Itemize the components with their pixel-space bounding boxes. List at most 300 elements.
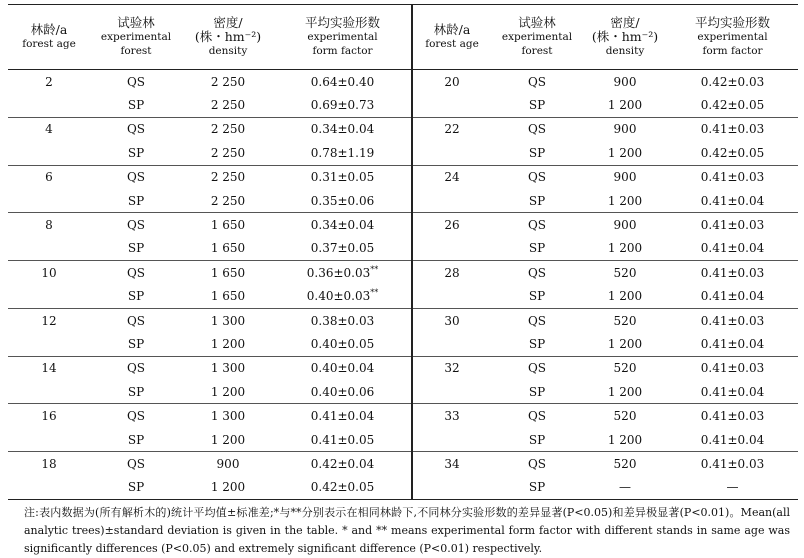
density-cell	[583, 70, 667, 94]
density-cell-text: 1 200	[607, 241, 643, 256]
table-row	[413, 285, 798, 309]
age-cell-text: 30	[444, 313, 460, 328]
density-cell	[583, 380, 667, 404]
form-factor-cell	[274, 117, 411, 141]
form-factor-cell-text: 0.42±0.05	[700, 145, 765, 160]
significance-mark: **	[370, 264, 379, 274]
form-factor-cell-text: 0.34±0.04	[310, 218, 375, 233]
form-factor-cell	[274, 285, 411, 309]
form-factor-cell	[667, 308, 798, 332]
age-cell	[8, 261, 90, 285]
age-cell	[413, 356, 491, 380]
density-cell	[182, 70, 274, 94]
age-cell	[8, 213, 90, 237]
table-row	[413, 428, 798, 452]
age-cell	[413, 332, 491, 356]
forest-cell	[90, 332, 182, 356]
forest-cell	[90, 189, 182, 213]
density-cell	[182, 356, 274, 380]
form-factor-cell-text: 0.42±0.05	[700, 98, 765, 113]
form-factor-cell	[667, 165, 798, 189]
forest-cell	[90, 356, 182, 380]
form-factor-cell	[667, 93, 798, 117]
age-cell	[8, 70, 90, 94]
forest-cell	[491, 261, 583, 285]
age-cell-text: 10	[41, 265, 57, 280]
age-cell	[8, 141, 90, 165]
age-cell	[413, 117, 491, 141]
density-cell	[182, 404, 274, 428]
table-figure	[8, 4, 798, 558]
form-factor-cell	[274, 380, 411, 404]
forest-cell-text: SP	[528, 432, 546, 447]
age-cell-text: 33	[444, 409, 460, 424]
form-factor-cell-text: 0.41±0.03	[700, 361, 765, 376]
form-factor-header: 平均实验形数 experimental form factor	[274, 5, 411, 70]
table-row	[413, 380, 798, 404]
form-factor-cell-text: 0.40±0.03	[306, 289, 371, 304]
table-row	[8, 380, 411, 404]
age-cell-text: 6	[45, 170, 53, 185]
forest-cell	[90, 308, 182, 332]
left-header-row	[8, 5, 411, 70]
table-row	[8, 356, 411, 380]
density-cell	[182, 237, 274, 261]
forest-cell	[491, 380, 583, 404]
age-cell	[413, 404, 491, 428]
form-factor-cell	[274, 189, 411, 213]
form-factor-cell-text: 0.41±0.03	[700, 313, 765, 328]
age-cell	[413, 285, 491, 309]
table-row	[413, 308, 798, 332]
density-cell-text: 900	[613, 74, 637, 89]
table-row	[8, 117, 411, 141]
table-note: 注:表内数据为(所有解析木的)统计平均值±标准差;*与**分别表示在相同林龄下,不同林分实验形数的差异显著(P<0.05)和差异极显著(P<0.01)。Mean(all analytic trees)±standard deviation is given in the table. * and ** means experimental form factor with different stands in same age was significantly differences (P<0.05) and extremely significant difference (P<0.01) respectively.	[24, 506, 790, 556]
forest-cell	[90, 237, 182, 261]
age-cell	[8, 380, 90, 404]
density-cell-text: 520	[613, 361, 637, 376]
form-factor-cell-text: 0.69±0.73	[310, 98, 375, 113]
density-cell	[583, 165, 667, 189]
density-cell	[182, 117, 274, 141]
table-row	[413, 356, 798, 380]
form-factor-cell	[274, 356, 411, 380]
age-cell-text: 14	[41, 361, 57, 376]
form-factor-cell-text: 0.41±0.04	[700, 241, 765, 256]
density-cell	[182, 308, 274, 332]
forest-cell	[90, 285, 182, 309]
age-cell	[8, 404, 90, 428]
form-factor-cell	[667, 141, 798, 165]
form-factor-cell	[274, 476, 411, 499]
form-factor-cell	[274, 93, 411, 117]
density-cell-text: 900	[613, 218, 637, 233]
density-cell-text: 1 200	[607, 289, 643, 304]
forest-cell-text: SP	[528, 193, 546, 208]
density-cell-text: 1 200	[607, 384, 643, 399]
form-factor-cell-text: 0.42±0.05	[310, 480, 375, 495]
forest-cell-text: QS	[126, 122, 146, 137]
form-factor-cell-text: 0.31±0.05	[310, 170, 375, 185]
forest-cell-text: SP	[127, 145, 145, 160]
form-factor-cell-text: 0.40±0.04	[310, 361, 375, 376]
age-cell	[8, 308, 90, 332]
left-table	[8, 5, 411, 499]
form-factor-cell	[274, 237, 411, 261]
density-cell-text: —	[619, 480, 631, 495]
form-factor-cell	[274, 452, 411, 476]
table-row	[413, 452, 798, 476]
density-cell-text: 2 250	[210, 98, 246, 113]
forest-cell	[491, 285, 583, 309]
age-cell	[8, 476, 90, 499]
forest-cell-text: QS	[126, 74, 146, 89]
density-cell-text: 1 200	[210, 336, 246, 351]
form-factor-cell	[274, 308, 411, 332]
density-cell	[583, 285, 667, 309]
density-cell-text: 1 650	[210, 289, 246, 304]
forest-cell-text: QS	[126, 409, 146, 424]
density-cell	[583, 428, 667, 452]
form-factor-cell-text: 0.64±0.40	[310, 74, 375, 89]
form-factor-cell	[667, 117, 798, 141]
forest-cell	[491, 404, 583, 428]
density-cell-text: 900	[613, 170, 637, 185]
form-factor-header: 平均实验形数 experimental form factor	[667, 5, 798, 70]
form-factor-cell	[274, 213, 411, 237]
density-cell-text: 2 250	[210, 145, 246, 160]
density-cell	[583, 452, 667, 476]
density-cell-text: 1 200	[607, 145, 643, 160]
right-header-row	[413, 5, 798, 70]
density-cell-text: 1 200	[607, 336, 643, 351]
forest-cell	[90, 404, 182, 428]
forest-cell-text: QS	[126, 265, 146, 280]
form-factor-cell	[667, 213, 798, 237]
forest-cell-text: SP	[127, 384, 145, 399]
table-row	[413, 141, 798, 165]
forest-cell-text: SP	[528, 480, 546, 495]
age-cell	[413, 261, 491, 285]
forest-cell	[491, 70, 583, 94]
form-factor-cell	[667, 452, 798, 476]
density-cell-text: 1 650	[210, 218, 246, 233]
table-row	[413, 237, 798, 261]
forest-cell	[90, 476, 182, 499]
right-table-body	[413, 70, 798, 500]
table-row	[413, 189, 798, 213]
table-row	[413, 332, 798, 356]
age-cell-text: 26	[444, 218, 460, 233]
table-row	[413, 261, 798, 285]
age-cell	[8, 452, 90, 476]
table-row	[413, 165, 798, 189]
age-cell-text: 28	[444, 265, 460, 280]
density-cell-text: 2 250	[210, 170, 246, 185]
form-factor-cell-text: 0.41±0.05	[310, 432, 375, 447]
form-factor-cell-text: 0.42±0.03	[700, 74, 765, 89]
density-cell	[583, 93, 667, 117]
age-cell	[413, 308, 491, 332]
density-cell	[583, 332, 667, 356]
density-cell-text: 1 650	[210, 241, 246, 256]
density-cell	[583, 356, 667, 380]
age-cell	[413, 237, 491, 261]
forest-cell-text: SP	[528, 384, 546, 399]
form-factor-cell-text: 0.41±0.03	[700, 265, 765, 280]
age-cell	[413, 380, 491, 404]
table-row	[8, 452, 411, 476]
form-factor-cell	[274, 141, 411, 165]
form-factor-cell	[667, 380, 798, 404]
forest-cell-text: QS	[527, 170, 547, 185]
forest-cell-text: SP	[528, 241, 546, 256]
table-row	[8, 93, 411, 117]
form-factor-cell	[667, 261, 798, 285]
age-cell-text: 12	[41, 313, 57, 328]
forest-cell-text: SP	[528, 98, 546, 113]
forest-cell	[491, 141, 583, 165]
density-cell-text: 520	[613, 456, 637, 471]
age-cell-text: 34	[444, 456, 460, 471]
density-header: 密度/ (株・hm⁻²) density	[583, 5, 667, 70]
table-row	[8, 308, 411, 332]
forest-cell	[90, 428, 182, 452]
forest-cell-text: SP	[528, 145, 546, 160]
forest-cell-text: SP	[127, 432, 145, 447]
form-factor-cell-text: 0.41±0.04	[700, 432, 765, 447]
form-factor-cell-text: 0.35±0.06	[310, 193, 375, 208]
forest-cell	[90, 452, 182, 476]
age-cell	[8, 93, 90, 117]
form-factor-cell	[667, 356, 798, 380]
age-cell	[8, 189, 90, 213]
forest-cell	[491, 356, 583, 380]
age-cell	[413, 428, 491, 452]
forest-cell-text: QS	[126, 218, 146, 233]
density-cell-text: 520	[613, 313, 637, 328]
left-table-body	[8, 70, 411, 500]
forest-cell	[90, 165, 182, 189]
form-factor-cell-text: 0.41±0.04	[310, 409, 375, 424]
density-cell-text: 1 200	[210, 480, 246, 495]
age-cell	[413, 70, 491, 94]
forest-cell	[90, 213, 182, 237]
table-row	[8, 428, 411, 452]
age-cell-text: 4	[45, 122, 53, 137]
forest-cell	[491, 213, 583, 237]
form-factor-cell	[667, 285, 798, 309]
density-cell-text: 1 300	[210, 313, 246, 328]
table-row	[413, 117, 798, 141]
density-cell-text: 2 250	[210, 74, 246, 89]
forest-cell	[491, 237, 583, 261]
form-factor-cell	[274, 404, 411, 428]
forest-cell	[90, 93, 182, 117]
form-factor-cell-text: 0.34±0.04	[310, 122, 375, 137]
form-factor-cell-text: 0.38±0.03	[310, 313, 375, 328]
age-cell	[413, 213, 491, 237]
age-cell	[413, 93, 491, 117]
form-factor-cell-text: 0.40±0.06	[310, 384, 375, 399]
density-cell	[182, 165, 274, 189]
density-cell-text: 1 200	[607, 193, 643, 208]
forest-cell-text: SP	[528, 289, 546, 304]
forest-cell-text: SP	[127, 241, 145, 256]
density-cell-text: 1 200	[210, 432, 246, 447]
form-factor-cell-text: 0.41±0.04	[700, 289, 765, 304]
forest-cell	[90, 380, 182, 404]
form-factor-cell-text: 0.41±0.04	[700, 336, 765, 351]
form-factor-cell	[667, 332, 798, 356]
density-cell	[182, 476, 274, 499]
density-cell	[583, 237, 667, 261]
form-factor-cell	[274, 165, 411, 189]
table-row	[8, 476, 411, 499]
form-factor-cell-text: 0.36±0.03	[306, 265, 371, 280]
age-header: 林龄/a forest age	[413, 5, 491, 70]
table-row	[8, 332, 411, 356]
form-factor-cell	[667, 189, 798, 213]
age-cell	[8, 428, 90, 452]
form-factor-cell	[274, 428, 411, 452]
forest-cell-text: SP	[528, 336, 546, 351]
forest-cell-text: SP	[127, 336, 145, 351]
form-factor-cell-text: 0.41±0.04	[700, 193, 765, 208]
forest-cell	[491, 165, 583, 189]
form-factor-cell	[667, 404, 798, 428]
forest-cell-text: QS	[527, 409, 547, 424]
age-cell-text: 8	[45, 218, 53, 233]
form-factor-cell	[667, 428, 798, 452]
forest-cell-text: SP	[127, 289, 145, 304]
form-factor-cell	[667, 70, 798, 94]
form-factor-cell-text: 0.41±0.03	[700, 170, 765, 185]
age-cell	[413, 476, 491, 499]
age-cell	[413, 189, 491, 213]
forest-cell	[491, 332, 583, 356]
density-cell	[182, 332, 274, 356]
density-cell-text: 1 200	[607, 432, 643, 447]
density-cell	[583, 117, 667, 141]
forest-cell-text: QS	[527, 265, 547, 280]
density-cell	[182, 428, 274, 452]
density-cell	[182, 380, 274, 404]
age-cell	[413, 141, 491, 165]
forest-header: 试验林 experimental forest	[90, 5, 182, 70]
table-row	[8, 165, 411, 189]
density-cell-text: 520	[613, 265, 637, 280]
density-cell	[583, 213, 667, 237]
density-cell-text: 900	[216, 456, 240, 471]
density-header: 密度/ (株・hm⁻²) density	[182, 5, 274, 70]
density-cell	[182, 189, 274, 213]
age-cell	[8, 332, 90, 356]
density-cell-text: 900	[613, 122, 637, 137]
age-cell-text: 24	[444, 170, 460, 185]
forest-cell-text: QS	[126, 170, 146, 185]
table-row	[413, 404, 798, 428]
forest-cell	[491, 308, 583, 332]
density-cell	[583, 141, 667, 165]
density-cell-text: 2 250	[210, 193, 246, 208]
age-cell-text: 2	[45, 74, 53, 89]
age-cell	[8, 117, 90, 141]
forest-cell	[90, 141, 182, 165]
density-cell-text: 1 200	[210, 384, 246, 399]
table-row	[8, 141, 411, 165]
forest-cell-text: QS	[527, 313, 547, 328]
form-factor-cell-text: —	[726, 480, 739, 495]
table-row	[8, 189, 411, 213]
density-cell-text: 1 200	[607, 98, 643, 113]
density-cell	[182, 452, 274, 476]
density-cell-text: 520	[613, 409, 637, 424]
density-cell	[182, 285, 274, 309]
density-cell	[583, 189, 667, 213]
age-cell	[8, 237, 90, 261]
density-cell	[182, 213, 274, 237]
forest-cell	[90, 117, 182, 141]
table-row	[413, 476, 798, 499]
forest-cell-text: QS	[527, 122, 547, 137]
density-cell	[583, 261, 667, 285]
forest-cell-text: QS	[527, 361, 547, 376]
age-cell	[8, 356, 90, 380]
forest-cell-text: QS	[126, 313, 146, 328]
significance-mark: **	[370, 288, 379, 298]
forest-cell	[491, 117, 583, 141]
form-factor-cell-text: 0.41±0.03	[700, 218, 765, 233]
forest-cell	[491, 452, 583, 476]
age-cell-text: 18	[41, 456, 57, 471]
age-cell-text: 20	[444, 74, 460, 89]
table-row	[8, 261, 411, 285]
density-cell-text: 1 650	[210, 265, 246, 280]
table-row	[413, 93, 798, 117]
form-factor-cell	[274, 261, 411, 285]
forest-header: 试验林 experimental forest	[491, 5, 583, 70]
form-factor-cell-text: 0.41±0.04	[700, 384, 765, 399]
age-cell	[413, 165, 491, 189]
age-cell-text: 16	[41, 409, 57, 424]
density-cell	[182, 141, 274, 165]
forest-cell-text: QS	[527, 74, 547, 89]
density-cell-text: 1 300	[210, 361, 246, 376]
forest-cell	[491, 428, 583, 452]
form-factor-cell-text: 0.78±1.19	[310, 145, 375, 160]
age-cell-text: 32	[444, 361, 460, 376]
density-cell-text: 1 300	[210, 409, 246, 424]
table-row	[8, 285, 411, 309]
age-cell	[8, 165, 90, 189]
form-factor-cell-text: 0.41±0.03	[700, 456, 765, 471]
form-factor-cell	[274, 70, 411, 94]
age-cell-text: 22	[444, 122, 460, 137]
density-cell	[182, 261, 274, 285]
form-factor-cell-text: 0.42±0.04	[310, 456, 375, 471]
age-cell	[8, 285, 90, 309]
forest-cell-text: QS	[126, 456, 146, 471]
form-factor-cell-text: 0.41±0.03	[700, 122, 765, 137]
forest-cell	[90, 261, 182, 285]
forest-cell	[491, 189, 583, 213]
form-factor-cell	[274, 332, 411, 356]
form-factor-cell-text: 0.40±0.05	[310, 336, 375, 351]
form-factor-cell-text: 0.37±0.05	[310, 241, 375, 256]
right-table	[413, 5, 798, 499]
form-factor-cell-text: 0.41±0.03	[700, 409, 765, 424]
